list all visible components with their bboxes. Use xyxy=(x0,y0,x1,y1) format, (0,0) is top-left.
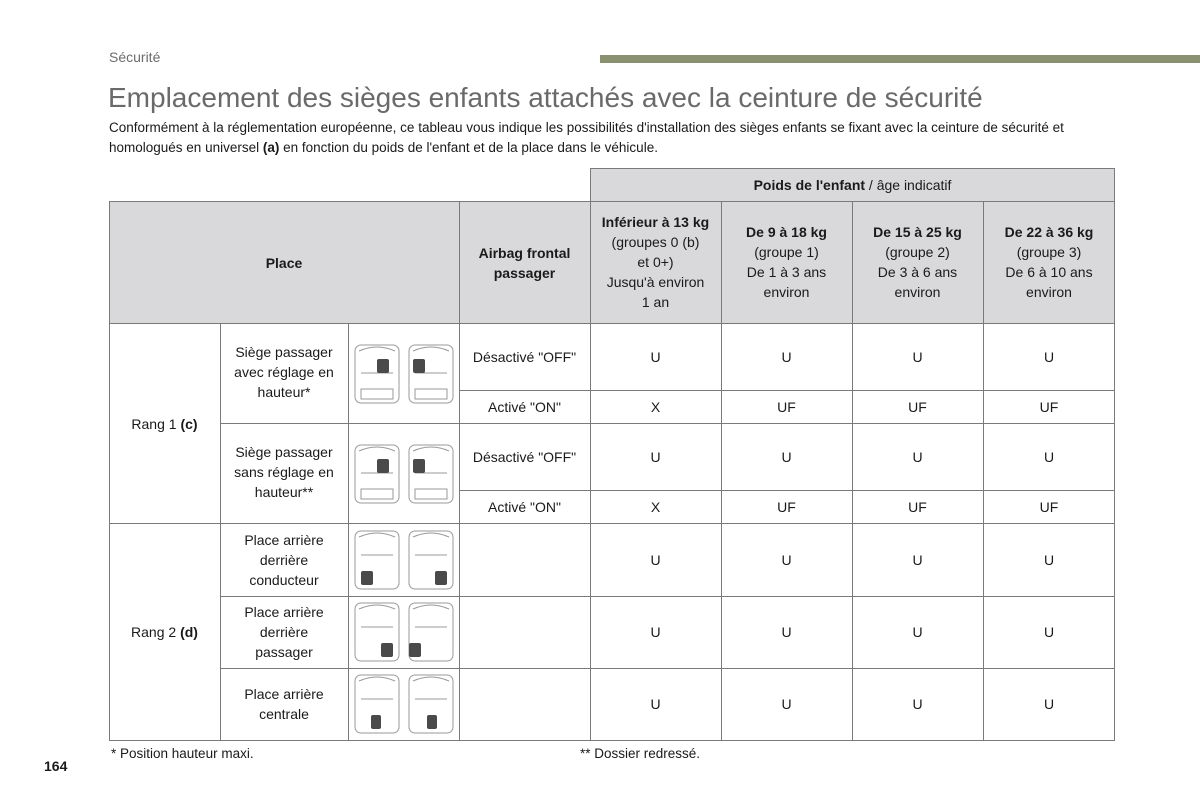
col-header-2-line: environ xyxy=(763,284,810,300)
grid-line xyxy=(109,201,1115,202)
footnote-1: * Position hauteur maxi. xyxy=(111,746,254,761)
seat-d-label xyxy=(220,596,348,668)
seat-d-line: passager xyxy=(255,644,313,660)
car-seat-diagram-icon xyxy=(353,529,455,591)
page-number: 164 xyxy=(44,758,68,774)
seat-c-label xyxy=(220,524,348,596)
weight-header-rest: / âge indicatif xyxy=(865,177,952,193)
col-header-1-line: Jusqu'à environ xyxy=(606,274,705,290)
value-cell: X xyxy=(650,499,661,515)
grid-line xyxy=(220,423,1115,424)
col-header-4-line: (groupe 3) xyxy=(1016,244,1082,260)
value-cell: U xyxy=(912,552,923,568)
value-cell: U xyxy=(1043,349,1055,365)
value-cell: U xyxy=(912,349,923,365)
value-cell: UF xyxy=(908,499,927,515)
col-header-1-line: 1 an xyxy=(641,294,670,310)
col-header-3-line: De 3 à 6 ans xyxy=(877,264,958,280)
value-cell: U xyxy=(1043,624,1055,640)
col-header-4-line: environ xyxy=(1026,284,1072,300)
value-cell: U xyxy=(912,696,923,712)
car-seat-diagram-icon xyxy=(353,343,455,405)
car-seat-diagram-icon xyxy=(353,601,455,663)
value-cell: U xyxy=(650,696,661,712)
value-cell: U xyxy=(650,349,661,365)
grid-line xyxy=(220,596,1115,597)
footnote-2: ** Dossier redressé. xyxy=(580,746,701,761)
col-header-1 xyxy=(590,212,721,312)
car-seat-diagram-icon xyxy=(353,443,455,505)
grid-line xyxy=(459,201,460,741)
value-cell: UF xyxy=(777,499,796,515)
value-cell: UF xyxy=(1039,399,1059,415)
airbag-status-on: Activé "ON" xyxy=(488,399,561,415)
place-header: Place xyxy=(109,202,459,324)
grid-line xyxy=(459,490,1115,491)
grid-line xyxy=(220,668,1115,669)
grid-line xyxy=(348,323,349,741)
value-cell: U xyxy=(1043,552,1055,568)
rang-1-text: Rang 1 xyxy=(131,416,181,432)
col-header-4 xyxy=(983,222,1115,302)
grid-line xyxy=(852,201,853,741)
page-title: Emplacement des sièges enfants attachés avec la ceinture de sécurité xyxy=(108,82,983,113)
grid-line xyxy=(109,201,110,741)
seat-a-line: Siège passager xyxy=(235,344,333,360)
grid-line xyxy=(459,390,1115,391)
intro-text-b: en fonction du poids de l'enfant et de la place dans le véhicule. xyxy=(279,140,658,155)
seat-a-line: avec réglage en xyxy=(234,364,334,380)
col-header-1-title: Inférieur à 13 kg xyxy=(601,214,710,230)
value-cell: U xyxy=(781,552,792,568)
value-cell: X xyxy=(650,399,661,415)
seat-a-label xyxy=(220,334,348,414)
value-cell: UF xyxy=(1039,499,1059,515)
weight-header-cell xyxy=(590,168,1115,202)
section-label: Sécurité xyxy=(109,49,161,65)
rang-1-ref: (c) xyxy=(180,416,198,432)
value-cell: U xyxy=(781,624,792,640)
seat-e-label xyxy=(220,668,348,740)
seat-c-line: conducteur xyxy=(249,572,319,588)
grid-line xyxy=(721,201,722,741)
value-cell: UF xyxy=(777,399,796,415)
seat-b-line: hauteur** xyxy=(254,484,314,500)
value-cell: UF xyxy=(908,399,927,415)
value-cell: U xyxy=(781,449,792,465)
seat-d-line: Place arrière xyxy=(244,604,324,620)
rang-1-label xyxy=(109,324,220,524)
seat-c-line: derrière xyxy=(259,552,309,568)
intro-ref: (a) xyxy=(262,140,280,155)
seat-b-line: Siège passager xyxy=(235,444,333,460)
rang-2-ref: (d) xyxy=(180,624,198,640)
col-header-4-title: De 22 à 36 kg xyxy=(1004,224,1094,240)
value-cell: U xyxy=(1043,696,1055,712)
value-cell: U xyxy=(650,552,661,568)
col-header-2-line: (groupe 1) xyxy=(754,244,819,260)
airbag-status-off: Désactivé "OFF" xyxy=(472,349,577,365)
seat-e-line: Place arrière xyxy=(244,686,324,702)
col-header-3-line: (groupe 2) xyxy=(885,244,950,260)
value-cell: U xyxy=(650,624,661,640)
grid-line xyxy=(109,323,1115,324)
airbag-status-on: Activé "ON" xyxy=(488,499,561,515)
col-header-3 xyxy=(852,222,983,302)
intro-text-a: Conformément à la réglementation européenne, ce tableau vous indique les possibilités d'installation des sièges enfants se fixant avec la ceinture de sécurité et homologués en universel xyxy=(109,120,1064,155)
seat-d-line: derrière xyxy=(259,624,309,640)
grid-line xyxy=(590,168,591,741)
airbag-header xyxy=(459,202,590,324)
col-header-2-title: De 9 à 18 kg xyxy=(746,224,827,240)
seat-e-line: centrale xyxy=(259,706,309,722)
col-header-1-line: (groupes 0 (b) xyxy=(611,234,700,250)
section-bar xyxy=(600,55,1200,63)
rang-2-label xyxy=(109,524,220,740)
col-header-2 xyxy=(721,222,852,302)
weight-header-bold: Poids de l'enfant xyxy=(753,177,866,193)
col-header-1-line: et 0+) xyxy=(637,254,674,270)
value-cell: U xyxy=(781,349,792,365)
col-header-3-line: environ xyxy=(894,284,941,300)
seat-a-line: hauteur* xyxy=(257,384,311,400)
intro-paragraph xyxy=(109,118,1119,158)
airbag-header-line2: passager xyxy=(493,265,556,281)
grid-line xyxy=(220,323,221,741)
grid-line xyxy=(109,740,1115,741)
rang-2-text: Rang 2 xyxy=(131,624,181,640)
col-header-4-line: De 6 à 10 ans xyxy=(1005,264,1093,280)
seat-b-line: sans réglage en xyxy=(234,464,334,480)
grid-line xyxy=(1114,168,1115,741)
car-seat-diagram-icon xyxy=(353,673,455,735)
value-cell: U xyxy=(912,449,923,465)
col-header-3-title: De 15 à 25 kg xyxy=(873,224,962,240)
value-cell: U xyxy=(912,624,923,640)
seat-b-label xyxy=(220,434,348,514)
seat-c-line: Place arrière xyxy=(244,532,324,548)
grid-line xyxy=(590,168,1115,169)
value-cell: U xyxy=(781,696,792,712)
airbag-header-line1: Airbag frontal xyxy=(478,245,571,261)
value-cell: U xyxy=(1043,449,1055,465)
value-cell: U xyxy=(650,449,661,465)
airbag-status-off: Désactivé "OFF" xyxy=(472,449,577,465)
grid-line xyxy=(109,523,1115,524)
col-header-2-line: De 1 à 3 ans xyxy=(746,264,827,280)
grid-line xyxy=(983,201,984,741)
